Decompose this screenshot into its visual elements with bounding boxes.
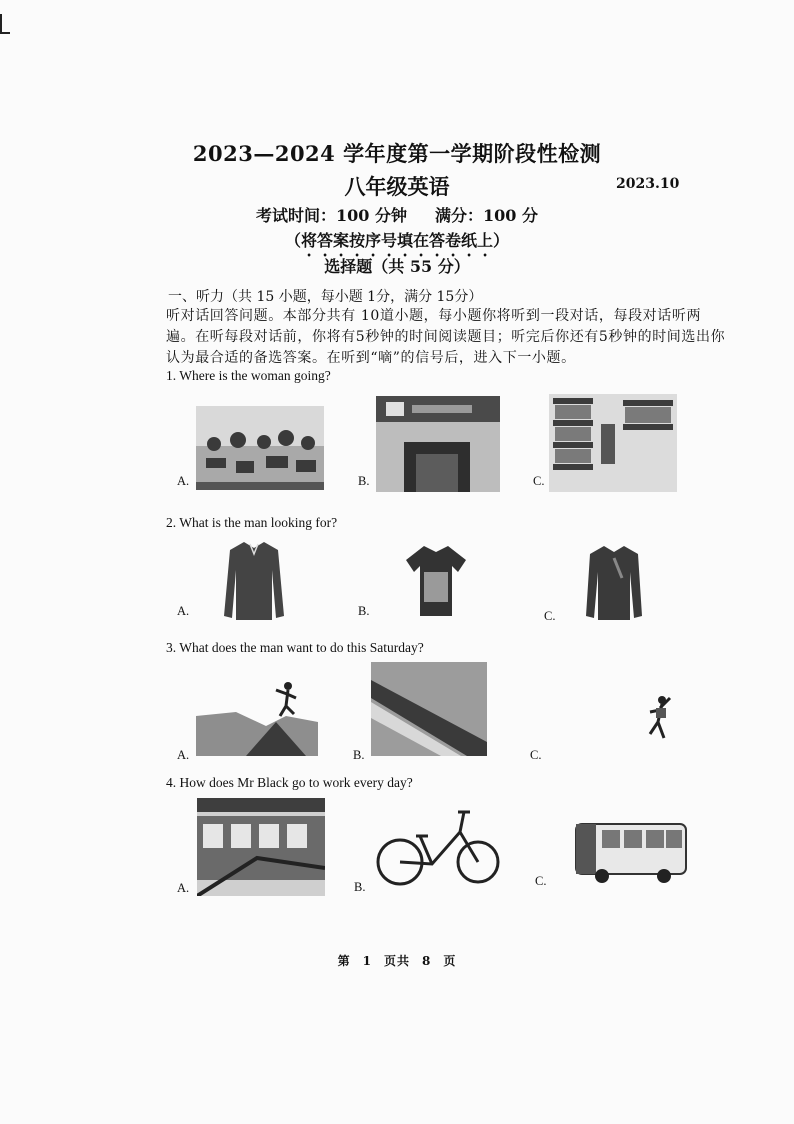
q1-image-cake-shop [196, 406, 324, 490]
listening-heading: 一、听力（共 15 小题，每小题 1分，满分 15分） [168, 289, 483, 305]
q4-option-a-label: A. [177, 881, 190, 895]
q2-image-shirt [222, 540, 286, 622]
page-total: 8 [422, 954, 432, 968]
q3-image-river [371, 662, 487, 756]
q1-image-bookshelves [549, 394, 677, 492]
exam-time: 考试时间：100 分钟 [256, 206, 407, 225]
q2-option-a-label: A. [177, 604, 190, 618]
q2-option-b-label: B. [358, 604, 370, 618]
q3-option-c-label: C. [530, 748, 542, 762]
exam-info [0, 203, 794, 226]
question-2: 2. What is the man looking for? [166, 515, 338, 530]
q4-image-bus [566, 820, 690, 884]
q4-option-c-label: C. [535, 874, 547, 888]
question-1: 1. Where is the woman going? [166, 368, 331, 383]
q3-option-b-label: B. [353, 748, 365, 762]
exam-subject: 八年级英语 [344, 174, 450, 199]
q2-option-c-label: C. [544, 609, 556, 623]
q4-option-b-label: B. [354, 880, 366, 894]
q1-option-c-label: C. [533, 474, 545, 488]
q3-image-climbing [640, 694, 676, 750]
q3-image-hiking [196, 676, 318, 756]
exam-title: 2023—2024 学年度第一学期阶段性检测 [192, 141, 602, 166]
question-3: 3. What does the man want to do this Saturday? [166, 640, 424, 655]
q4-image-bicycle [376, 806, 500, 888]
q1-image-building-sign [376, 396, 500, 492]
exam-date: 2023.10 [616, 176, 680, 192]
exam-full-score: 满分：100 分 [435, 206, 538, 225]
question-4: 4. How does Mr Black go to work every day? [166, 775, 413, 790]
page-number: 1 [362, 954, 372, 968]
q4-image-subway [197, 798, 325, 896]
q1-option-b-label: B. [358, 474, 370, 488]
listening-instructions: 听对话回答问题。本部分共有 10道小题，每小题你将听到一段对话，每段对话听两遍。在听每段对话前，你将有5秒钟的时间阅读题目；听完后你还有5秒钟的时间选出你认为最合适的备选答案。在听到“嘀”的信号后，进入下一小题。 [166, 308, 726, 366]
q1-option-a-label: A. [177, 474, 190, 488]
q2-image-sweater [584, 544, 644, 622]
section-title: 选择题（共 55 分） [324, 257, 470, 276]
scan-corner-mark [0, 14, 10, 34]
q3-option-a-label: A. [177, 748, 190, 762]
q2-image-t-shirt [404, 544, 468, 618]
answer-note: （将答案按序号填在答卷纸上） [284, 231, 509, 250]
page-footer: 第 1 页共 8 页 [337, 954, 457, 968]
